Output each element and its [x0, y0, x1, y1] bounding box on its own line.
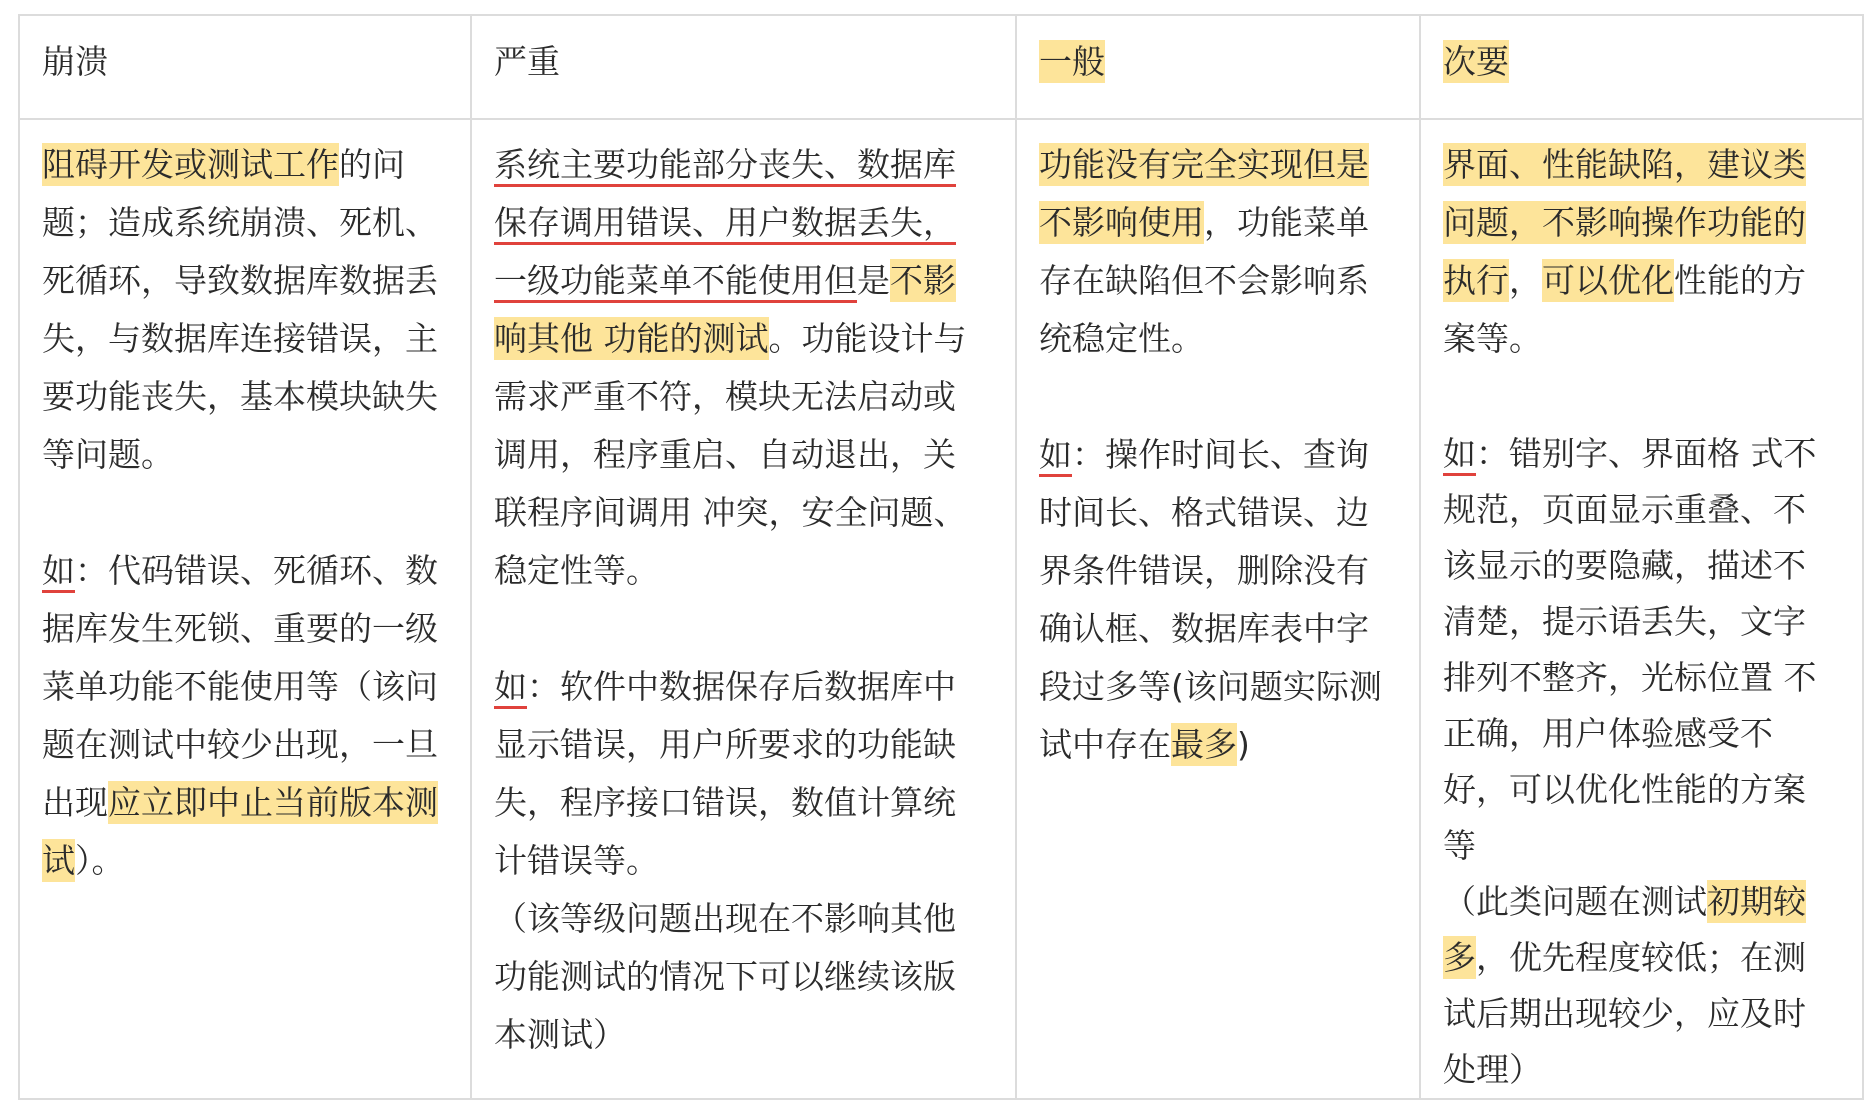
severity-table — [18, 14, 1864, 1100]
normal-example-prefix: 如 — [1039, 435, 1072, 474]
minor-note-pre: （此类问题在测试 — [1443, 882, 1707, 921]
minor-note — [1443, 874, 1838, 1098]
crash-example-end: ）。 — [75, 841, 125, 880]
header-severe-label: 严重 — [494, 42, 560, 81]
severe-example-prefix: 如 — [494, 667, 527, 706]
header-severe — [471, 15, 1016, 119]
normal-desc-text: ，功能菜单存在缺陷但不会影响系统稳定性。 — [1039, 203, 1369, 358]
normal-example-text: ：操作时间长、查询时间长、格式错误、边界条件错误，删除没有确认框、数据库表中字段过多等(该问题实际测试中存在 — [1039, 435, 1382, 764]
crash-example-highlight: 应立即中止当前版本测试 — [42, 783, 438, 880]
header-crash-label: 崩溃 — [42, 42, 108, 81]
minor-desc-text: 性能的方案等。 — [1443, 261, 1806, 358]
severe-desc-text: 。功能设计与需求严重不符，模块无法启动或调用，程序重启、自动退出，关联程序间调用 冲突，安全问题、稳定性等。 — [494, 319, 967, 590]
severe-example-text: ：软件中数据保存后数据库中显示错误，用户所要求的功能缺失，程序接口错误，数值计算统计错误等。 — [494, 667, 956, 880]
severe-desc-underlined: 系统主要功能部分丧失、数据库保存调用错误、用户数据丢失，一级功能菜单不能使用但 — [494, 145, 956, 300]
minor-description — [1443, 136, 1838, 368]
minor-note-end: ，优先程度较低；在测 试后期出现较少，应及时处理） — [1443, 938, 1806, 1089]
crash-example-prefix: 如 — [42, 551, 75, 590]
severe-desc-pre: 是 — [857, 261, 890, 300]
minor-example — [1443, 426, 1838, 874]
cell-severe — [471, 119, 1016, 1099]
minor-desc-highlight-1: 界面、性能缺陷，建议类问题，不影响操作功能的执行 — [1443, 145, 1806, 300]
crash-description — [42, 136, 462, 484]
normal-example-highlight: 最多 — [1171, 725, 1237, 764]
cell-crash — [19, 119, 471, 1099]
minor-example-text: ：错别字、界面格 式不规范，页面显示重叠、不该显示的要隐藏，描述不清楚，提示语丢失，文字排列不整齐，光标位置 不正确，用户体验感受不好，可以优化性能的方案等 — [1443, 434, 1817, 865]
crash-desc-highlight: 阻碍开发或测试工作 — [42, 145, 339, 184]
minor-desc-highlight-2: 可以优化 — [1542, 261, 1674, 300]
severe-desc-highlight: 不影响其他 功能的测试 — [494, 261, 956, 358]
normal-example-end: ) — [1237, 725, 1250, 764]
severe-note: （该等级问题出现在不影响其他功能测试的情况下可以继续该版本测试） — [494, 899, 956, 1054]
minor-note-highlight: 初期较多 — [1443, 882, 1806, 977]
header-minor-label: 次要 — [1443, 42, 1509, 81]
header-normal — [1016, 15, 1420, 119]
cell-minor — [1420, 119, 1863, 1099]
minor-example-prefix: 如 — [1443, 434, 1476, 473]
header-row — [19, 15, 1863, 119]
crash-example — [42, 542, 462, 890]
crash-desc-text: 的问题；造成系统崩溃、死机、死循环，导致数据库数据丢失，与数据库连接错误，主要功能丧失，基本模块缺失等问题。 — [42, 145, 438, 474]
severe-description — [494, 136, 984, 600]
body-row — [19, 119, 1863, 1099]
severe-example — [494, 658, 984, 890]
cell-normal — [1016, 119, 1420, 1099]
normal-example — [1039, 426, 1394, 774]
header-crash — [19, 15, 471, 119]
minor-desc-separator: ， — [1509, 261, 1542, 300]
normal-desc-highlight: 功能没有完全实现但是不影响使用 — [1039, 145, 1369, 242]
crash-example-text: ：代码错误、死循环、数据库发生死锁、重要的一级菜单功能不能使用等（该问题在测试中较少出现，一旦出现 — [42, 551, 438, 822]
header-minor — [1420, 15, 1863, 119]
normal-description — [1039, 136, 1394, 368]
header-normal-label: 一般 — [1039, 42, 1105, 81]
